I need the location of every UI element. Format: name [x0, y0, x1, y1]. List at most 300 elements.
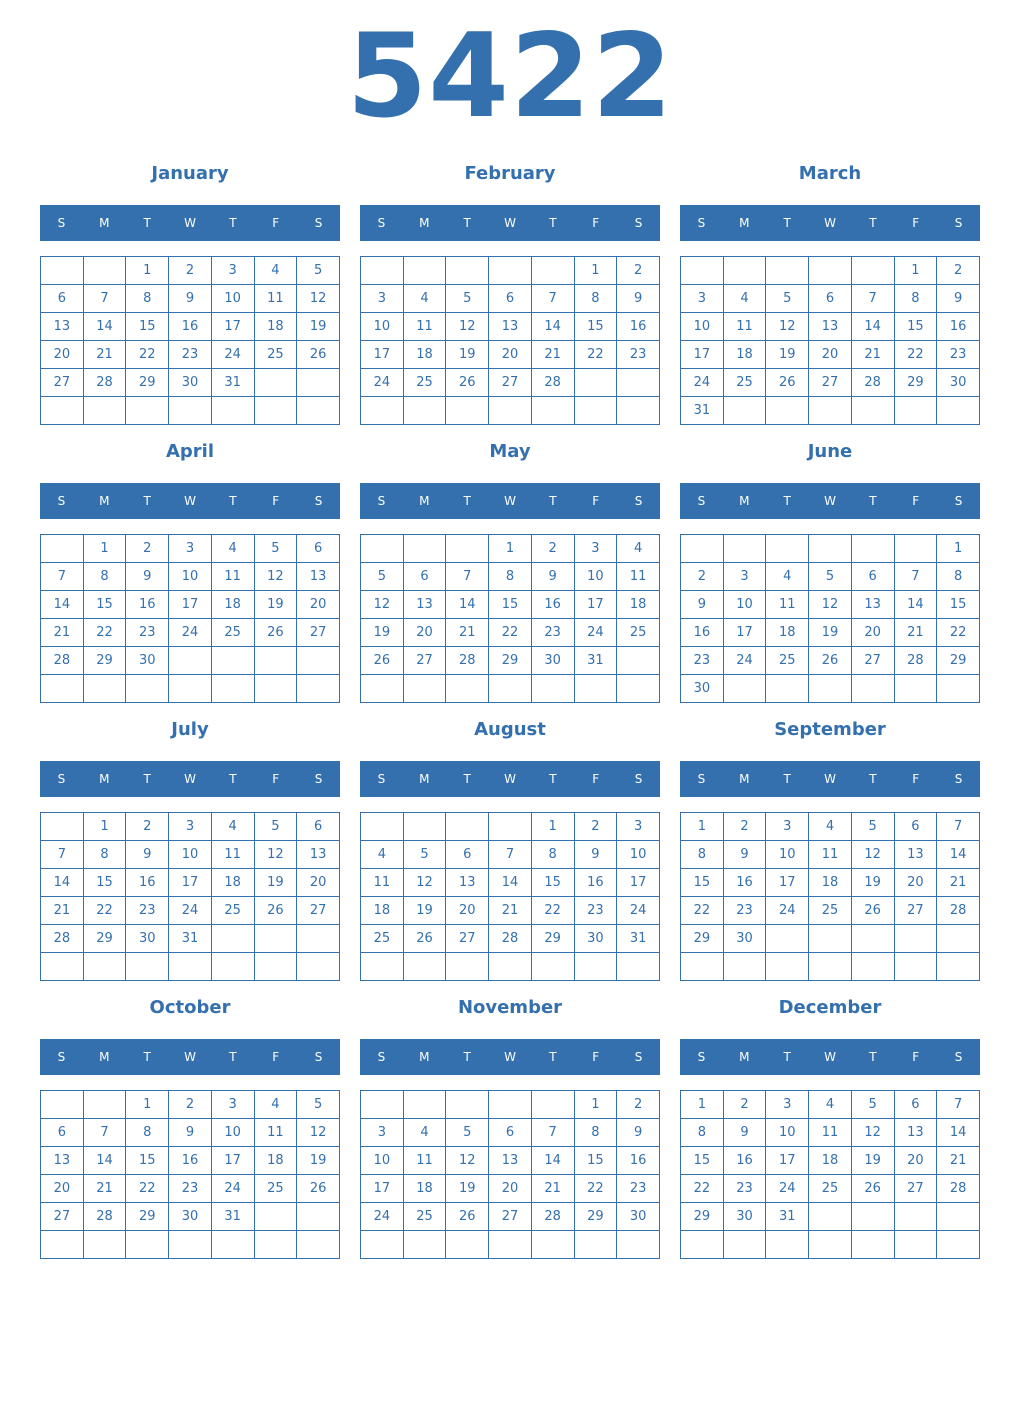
- day-cell: 2: [681, 563, 724, 591]
- weekday-header: W: [824, 1050, 836, 1064]
- day-cell: 26: [851, 1175, 894, 1203]
- month-name: December: [778, 997, 882, 1018]
- week-row: [361, 925, 660, 953]
- empty-day-cell: [297, 397, 340, 425]
- day-cell: 18: [766, 619, 809, 647]
- month-december: [680, 994, 980, 1264]
- week-row: [681, 563, 980, 591]
- weekday-header-row: [40, 205, 340, 241]
- weekday-header: S: [314, 1050, 323, 1064]
- day-cell: 19: [766, 341, 809, 369]
- empty-day-cell: [211, 675, 254, 703]
- weekday-header-row: [360, 761, 660, 797]
- day-cell: 26: [446, 1203, 489, 1231]
- day-cell: 25: [211, 619, 254, 647]
- day-cell: 29: [489, 647, 532, 675]
- day-cell: 4: [617, 535, 660, 563]
- day-grid: [680, 812, 980, 981]
- day-cell: 5: [446, 285, 489, 313]
- empty-day-cell: [254, 953, 297, 981]
- empty-day-cell: [766, 675, 809, 703]
- empty-day-cell: [809, 675, 852, 703]
- day-cell: 24: [574, 619, 617, 647]
- weekday-header: T: [549, 1050, 557, 1064]
- empty-day-cell: [254, 369, 297, 397]
- empty-day-cell: [531, 953, 574, 981]
- day-cell: 29: [681, 925, 724, 953]
- day-cell: 15: [83, 869, 126, 897]
- weekday-header: T: [549, 772, 557, 786]
- week-row: [681, 619, 980, 647]
- day-cell: 14: [937, 841, 980, 869]
- empty-day-cell: [894, 1203, 937, 1231]
- empty-day-cell: [851, 1203, 894, 1231]
- day-cell: 19: [446, 1175, 489, 1203]
- day-grid: [680, 256, 980, 425]
- day-cell: 1: [937, 535, 980, 563]
- day-cell: 16: [531, 591, 574, 619]
- weekday-header: T: [869, 494, 877, 508]
- day-cell: 24: [723, 647, 766, 675]
- empty-day-cell: [254, 397, 297, 425]
- day-cell: 26: [297, 341, 340, 369]
- week-row: [681, 535, 980, 563]
- day-cell: 23: [169, 341, 212, 369]
- day-cell: 16: [617, 313, 660, 341]
- day-cell: 20: [41, 1175, 84, 1203]
- weekday-header: T: [549, 216, 557, 230]
- day-cell: 21: [41, 897, 84, 925]
- empty-day-cell: [489, 257, 532, 285]
- day-cell: 15: [126, 313, 169, 341]
- empty-day-cell: [489, 397, 532, 425]
- day-cell: 25: [403, 369, 446, 397]
- day-cell: 21: [894, 619, 937, 647]
- day-cell: 19: [254, 591, 297, 619]
- weekday-header: T: [229, 1050, 237, 1064]
- day-cell: 16: [937, 313, 980, 341]
- day-cell: 25: [254, 1175, 297, 1203]
- day-cell: 26: [297, 1175, 340, 1203]
- day-cell: 13: [41, 313, 84, 341]
- day-cell: 25: [766, 647, 809, 675]
- week-row: [681, 313, 980, 341]
- day-cell: 7: [489, 841, 532, 869]
- month-name: November: [457, 997, 563, 1018]
- month-june: [680, 438, 980, 708]
- day-cell: 28: [83, 369, 126, 397]
- week-row: [41, 1231, 340, 1259]
- empty-day-cell: [894, 925, 937, 953]
- empty-day-cell: [574, 397, 617, 425]
- empty-day-cell: [361, 1231, 404, 1259]
- empty-day-cell: [809, 397, 852, 425]
- day-cell: 25: [254, 341, 297, 369]
- day-cell: 7: [531, 285, 574, 313]
- empty-day-cell: [617, 647, 660, 675]
- weekday-header: F: [272, 494, 280, 508]
- day-cell: 21: [41, 619, 84, 647]
- day-cell: 27: [851, 647, 894, 675]
- empty-day-cell: [766, 953, 809, 981]
- empty-day-cell: [297, 953, 340, 981]
- week-row: [361, 619, 660, 647]
- day-cell: 10: [361, 1147, 404, 1175]
- week-row: [361, 563, 660, 591]
- day-cell: 29: [126, 1203, 169, 1231]
- week-row: [681, 813, 980, 841]
- weekday-header: W: [184, 772, 196, 786]
- day-cell: 28: [41, 925, 84, 953]
- day-cell: 30: [169, 369, 212, 397]
- day-grid: [40, 534, 340, 703]
- day-cell: 11: [254, 1119, 297, 1147]
- empty-day-cell: [446, 535, 489, 563]
- empty-day-cell: [83, 1091, 126, 1119]
- day-cell: 2: [169, 257, 212, 285]
- week-row: [41, 869, 340, 897]
- day-cell: 30: [681, 675, 724, 703]
- day-cell: 20: [446, 897, 489, 925]
- weekday-header: S: [634, 772, 643, 786]
- day-cell: 9: [617, 1119, 660, 1147]
- day-cell: 17: [211, 1147, 254, 1175]
- day-cell: 6: [41, 285, 84, 313]
- day-cell: 11: [809, 1119, 852, 1147]
- week-row: [41, 313, 340, 341]
- empty-day-cell: [297, 925, 340, 953]
- empty-day-cell: [531, 257, 574, 285]
- week-row: [41, 813, 340, 841]
- day-cell: 1: [681, 1091, 724, 1119]
- empty-day-cell: [489, 1091, 532, 1119]
- empty-day-cell: [809, 953, 852, 981]
- day-grid: [360, 256, 660, 425]
- empty-day-cell: [809, 925, 852, 953]
- day-cell: 17: [681, 341, 724, 369]
- day-cell: 27: [41, 369, 84, 397]
- week-row: [681, 1231, 980, 1259]
- day-cell: 4: [766, 563, 809, 591]
- empty-day-cell: [937, 1203, 980, 1231]
- empty-day-cell: [851, 397, 894, 425]
- day-cell: 25: [809, 1175, 852, 1203]
- month-october: [40, 994, 340, 1264]
- weekday-header: S: [314, 772, 323, 786]
- day-cell: 27: [894, 1175, 937, 1203]
- day-cell: 22: [574, 1175, 617, 1203]
- day-cell: 6: [894, 813, 937, 841]
- day-cell: 15: [681, 1147, 724, 1175]
- empty-day-cell: [851, 925, 894, 953]
- week-row: [41, 1119, 340, 1147]
- day-cell: 11: [403, 313, 446, 341]
- weekday-header: T: [463, 1050, 471, 1064]
- day-cell: 18: [403, 341, 446, 369]
- month-name: September: [774, 719, 886, 740]
- empty-day-cell: [361, 953, 404, 981]
- weekday-header-row: [680, 761, 980, 797]
- day-cell: 2: [723, 1091, 766, 1119]
- day-cell: 24: [169, 619, 212, 647]
- day-cell: 10: [169, 841, 212, 869]
- empty-day-cell: [361, 813, 404, 841]
- weekday-header: M: [419, 216, 430, 230]
- day-cell: 10: [766, 1119, 809, 1147]
- empty-day-cell: [723, 397, 766, 425]
- week-row: [41, 285, 340, 313]
- weekday-header: W: [504, 1050, 516, 1064]
- day-cell: 10: [574, 563, 617, 591]
- day-cell: 9: [126, 841, 169, 869]
- month-name: July: [171, 719, 209, 740]
- day-cell: 5: [403, 841, 446, 869]
- day-cell: 2: [574, 813, 617, 841]
- weekday-header-row: [360, 1039, 660, 1075]
- day-cell: 27: [297, 897, 340, 925]
- week-row: [681, 341, 980, 369]
- empty-day-cell: [254, 1231, 297, 1259]
- empty-day-cell: [531, 397, 574, 425]
- day-cell: 8: [681, 1119, 724, 1147]
- week-row: [361, 1203, 660, 1231]
- empty-day-cell: [681, 953, 724, 981]
- day-cell: 18: [809, 1147, 852, 1175]
- weekday-header: T: [869, 1050, 877, 1064]
- day-cell: 14: [531, 1147, 574, 1175]
- weekday-header: S: [697, 494, 706, 508]
- day-cell: 14: [851, 313, 894, 341]
- day-cell: 13: [41, 1147, 84, 1175]
- empty-day-cell: [617, 1231, 660, 1259]
- day-cell: 1: [489, 535, 532, 563]
- day-cell: 1: [83, 813, 126, 841]
- day-cell: 3: [211, 257, 254, 285]
- day-cell: 11: [403, 1147, 446, 1175]
- day-cell: 5: [446, 1119, 489, 1147]
- weekday-header: S: [954, 494, 963, 508]
- empty-day-cell: [446, 675, 489, 703]
- empty-day-cell: [766, 535, 809, 563]
- month-name: April: [165, 441, 215, 462]
- year-title: 5422: [346, 9, 674, 144]
- weekday-header: S: [314, 494, 323, 508]
- empty-day-cell: [126, 675, 169, 703]
- day-cell: 6: [851, 563, 894, 591]
- weekday-header: T: [783, 772, 791, 786]
- day-cell: 2: [169, 1091, 212, 1119]
- day-cell: 27: [809, 369, 852, 397]
- day-cell: 26: [766, 369, 809, 397]
- day-cell: 1: [126, 257, 169, 285]
- weekday-header: S: [377, 772, 386, 786]
- day-cell: 6: [894, 1091, 937, 1119]
- empty-day-cell: [894, 953, 937, 981]
- week-row: [361, 1175, 660, 1203]
- day-cell: 10: [681, 313, 724, 341]
- day-cell: 3: [169, 535, 212, 563]
- day-cell: 27: [489, 1203, 532, 1231]
- day-cell: 3: [169, 813, 212, 841]
- day-cell: 1: [531, 813, 574, 841]
- week-row: [681, 953, 980, 981]
- day-cell: 18: [211, 591, 254, 619]
- day-cell: 3: [574, 535, 617, 563]
- day-cell: 8: [894, 285, 937, 313]
- weekday-header: F: [592, 1050, 600, 1064]
- week-row: [361, 591, 660, 619]
- empty-day-cell: [574, 953, 617, 981]
- day-cell: 29: [937, 647, 980, 675]
- day-cell: 2: [126, 535, 169, 563]
- empty-day-cell: [297, 1231, 340, 1259]
- day-cell: 5: [851, 1091, 894, 1119]
- empty-day-cell: [83, 257, 126, 285]
- day-cell: 22: [681, 1175, 724, 1203]
- day-cell: 8: [574, 1119, 617, 1147]
- month-name: May: [489, 441, 531, 462]
- day-cell: 20: [489, 341, 532, 369]
- empty-day-cell: [169, 675, 212, 703]
- day-cell: 20: [297, 591, 340, 619]
- day-cell: 15: [681, 869, 724, 897]
- day-cell: 14: [41, 869, 84, 897]
- week-row: [361, 341, 660, 369]
- day-cell: 13: [894, 841, 937, 869]
- day-cell: 16: [126, 869, 169, 897]
- day-cell: 11: [766, 591, 809, 619]
- day-cell: 7: [937, 1091, 980, 1119]
- empty-day-cell: [489, 953, 532, 981]
- day-cell: 18: [723, 341, 766, 369]
- empty-day-cell: [937, 953, 980, 981]
- empty-day-cell: [809, 1203, 852, 1231]
- weekday-header: T: [549, 494, 557, 508]
- day-cell: 18: [254, 1147, 297, 1175]
- empty-day-cell: [489, 813, 532, 841]
- day-cell: 17: [361, 1175, 404, 1203]
- empty-day-cell: [41, 1231, 84, 1259]
- day-cell: 4: [361, 841, 404, 869]
- day-cell: 20: [297, 869, 340, 897]
- empty-day-cell: [41, 953, 84, 981]
- weekday-header: T: [783, 216, 791, 230]
- empty-day-cell: [851, 257, 894, 285]
- empty-day-cell: [489, 675, 532, 703]
- day-cell: 30: [574, 925, 617, 953]
- week-row: [681, 897, 980, 925]
- empty-day-cell: [297, 369, 340, 397]
- weekday-header: T: [229, 494, 237, 508]
- empty-day-cell: [254, 675, 297, 703]
- week-row: [41, 535, 340, 563]
- day-cell: 26: [254, 897, 297, 925]
- day-cell: 21: [851, 341, 894, 369]
- day-cell: 22: [126, 341, 169, 369]
- day-grid: [40, 812, 340, 981]
- day-cell: 8: [489, 563, 532, 591]
- weekday-header-row: [680, 1039, 980, 1075]
- weekday-header: S: [954, 216, 963, 230]
- day-cell: 15: [83, 591, 126, 619]
- day-cell: 12: [851, 841, 894, 869]
- day-cell: 5: [361, 563, 404, 591]
- week-row: [41, 563, 340, 591]
- weekday-header: T: [463, 772, 471, 786]
- empty-day-cell: [169, 1231, 212, 1259]
- empty-day-cell: [723, 1231, 766, 1259]
- day-grid: [40, 256, 340, 425]
- empty-day-cell: [851, 535, 894, 563]
- week-row: [681, 369, 980, 397]
- day-cell: 31: [574, 647, 617, 675]
- empty-day-cell: [297, 675, 340, 703]
- day-cell: 5: [766, 285, 809, 313]
- weekday-header: S: [954, 772, 963, 786]
- day-cell: 15: [574, 313, 617, 341]
- week-row: [361, 1147, 660, 1175]
- day-cell: 30: [937, 369, 980, 397]
- day-cell: 15: [531, 869, 574, 897]
- empty-day-cell: [937, 925, 980, 953]
- empty-day-cell: [446, 813, 489, 841]
- day-cell: 13: [489, 313, 532, 341]
- day-cell: 4: [809, 1091, 852, 1119]
- weekday-header: W: [184, 216, 196, 230]
- day-cell: 7: [851, 285, 894, 313]
- week-row: [41, 675, 340, 703]
- day-cell: 7: [41, 563, 84, 591]
- day-cell: 3: [361, 1119, 404, 1147]
- empty-day-cell: [574, 675, 617, 703]
- day-cell: 23: [937, 341, 980, 369]
- day-cell: 11: [809, 841, 852, 869]
- weekday-header: T: [463, 494, 471, 508]
- day-cell: 30: [169, 1203, 212, 1231]
- day-cell: 8: [937, 563, 980, 591]
- empty-day-cell: [681, 257, 724, 285]
- weekday-header: M: [739, 1050, 750, 1064]
- empty-day-cell: [361, 1091, 404, 1119]
- weekday-header: M: [419, 1050, 430, 1064]
- day-cell: 24: [361, 1203, 404, 1231]
- day-cell: 15: [126, 1147, 169, 1175]
- day-cell: 18: [403, 1175, 446, 1203]
- day-cell: 13: [297, 841, 340, 869]
- day-cell: 17: [723, 619, 766, 647]
- month-may: [360, 438, 660, 708]
- empty-day-cell: [531, 675, 574, 703]
- empty-day-cell: [766, 1231, 809, 1259]
- day-cell: 16: [723, 1147, 766, 1175]
- day-cell: 1: [574, 1091, 617, 1119]
- month-september: [680, 716, 980, 986]
- day-cell: 30: [723, 1203, 766, 1231]
- day-cell: 17: [617, 869, 660, 897]
- day-cell: 22: [83, 619, 126, 647]
- day-cell: 29: [83, 647, 126, 675]
- day-cell: 31: [681, 397, 724, 425]
- empty-day-cell: [41, 1091, 84, 1119]
- day-cell: 1: [894, 257, 937, 285]
- day-cell: 4: [403, 1119, 446, 1147]
- week-row: [41, 953, 340, 981]
- week-row: [41, 1091, 340, 1119]
- day-cell: 22: [83, 897, 126, 925]
- week-row: [681, 1175, 980, 1203]
- weekday-header-row: [40, 1039, 340, 1075]
- weekday-header: W: [184, 494, 196, 508]
